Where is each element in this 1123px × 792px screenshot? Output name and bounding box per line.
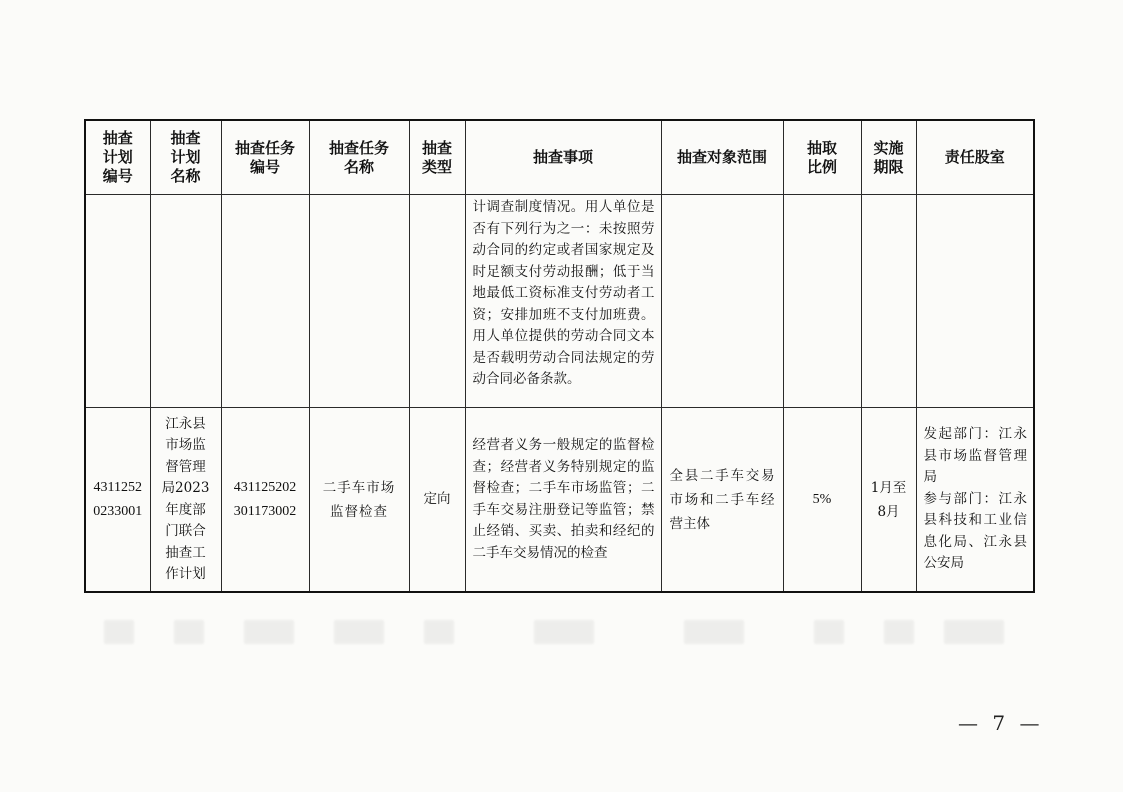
row2-period: 1月至 8月 bbox=[861, 408, 916, 593]
row2-type: 定向 bbox=[409, 408, 465, 593]
row1-plan-no bbox=[85, 195, 150, 408]
row2-items-text: 经营者义务一般规定的监督检查；经营者义务特别规定的监督检查；二手车市场监管；二手车交易注册登记等监管；禁止经销、买卖、拍卖和经纪的二手车交易情况的检查 bbox=[472, 437, 655, 561]
row2-scope-text: 全县二手车交易市场和二手车经营主体 bbox=[669, 467, 775, 532]
row2-scope bbox=[661, 408, 783, 593]
header-dept: 责任股室 bbox=[916, 120, 1034, 195]
row2-task-no: 431125202 301173002 bbox=[221, 408, 309, 593]
header-plan-name: 抽查 计划 名称 bbox=[150, 120, 221, 195]
row2-plan-name: 江永县 市场监 督管理 局2023 年度部 门联合 抽查工 作计划 bbox=[150, 408, 221, 593]
row1-ratio bbox=[783, 195, 861, 408]
header-ratio: 抽取 比例 bbox=[783, 120, 861, 195]
page-number: — 7 — bbox=[958, 711, 1044, 735]
row2-dept bbox=[916, 408, 1034, 593]
bleed-through-shadow bbox=[84, 600, 1033, 664]
row1-scope bbox=[661, 195, 783, 408]
table-row bbox=[85, 408, 1034, 593]
header-task-no: 抽查任务 编号 bbox=[221, 120, 309, 195]
row1-plan-name bbox=[150, 195, 221, 408]
row2-plan-no: 4311252 0233001 bbox=[85, 408, 150, 593]
header-scope: 抽查对象范围 bbox=[661, 120, 783, 195]
header-task-name: 抽查任务 名称 bbox=[309, 120, 409, 195]
header-row bbox=[85, 120, 1034, 195]
header-plan-no: 抽查 计划 编号 bbox=[85, 120, 150, 195]
row1-dept bbox=[916, 195, 1034, 408]
row1-items bbox=[465, 195, 661, 408]
header-period: 实施 期限 bbox=[861, 120, 916, 195]
row2-dept-text: 发起部门：江永县市场监督管理局 参与部门：江永县科技和工业信息化局、江永县公安局 bbox=[923, 426, 1027, 572]
row2-ratio: 5% bbox=[783, 408, 861, 593]
row1-type bbox=[409, 195, 465, 408]
row1-items-text: 计调查制度情况。用人单位是否有下列行为之一：未按照劳动合同的约定或者国家规定及时足额支付劳动报酬；低于当地最低工资标准支付劳动者工资；安排加班不支付加班费。用人单位提供的劳动合同文本是否载明劳动合同法规定的劳动合同必备条款。 bbox=[472, 199, 655, 387]
row2-task-name: 二手车市场 监督检查 bbox=[309, 408, 409, 593]
row1-task-name bbox=[309, 195, 409, 408]
row1-period bbox=[861, 195, 916, 408]
inspection-plan-table bbox=[84, 119, 1035, 593]
table-row bbox=[85, 195, 1034, 408]
row1-task-no bbox=[221, 195, 309, 408]
header-type: 抽查 类型 bbox=[409, 120, 465, 195]
header-items: 抽查事项 bbox=[465, 120, 661, 195]
row2-items bbox=[465, 408, 661, 593]
